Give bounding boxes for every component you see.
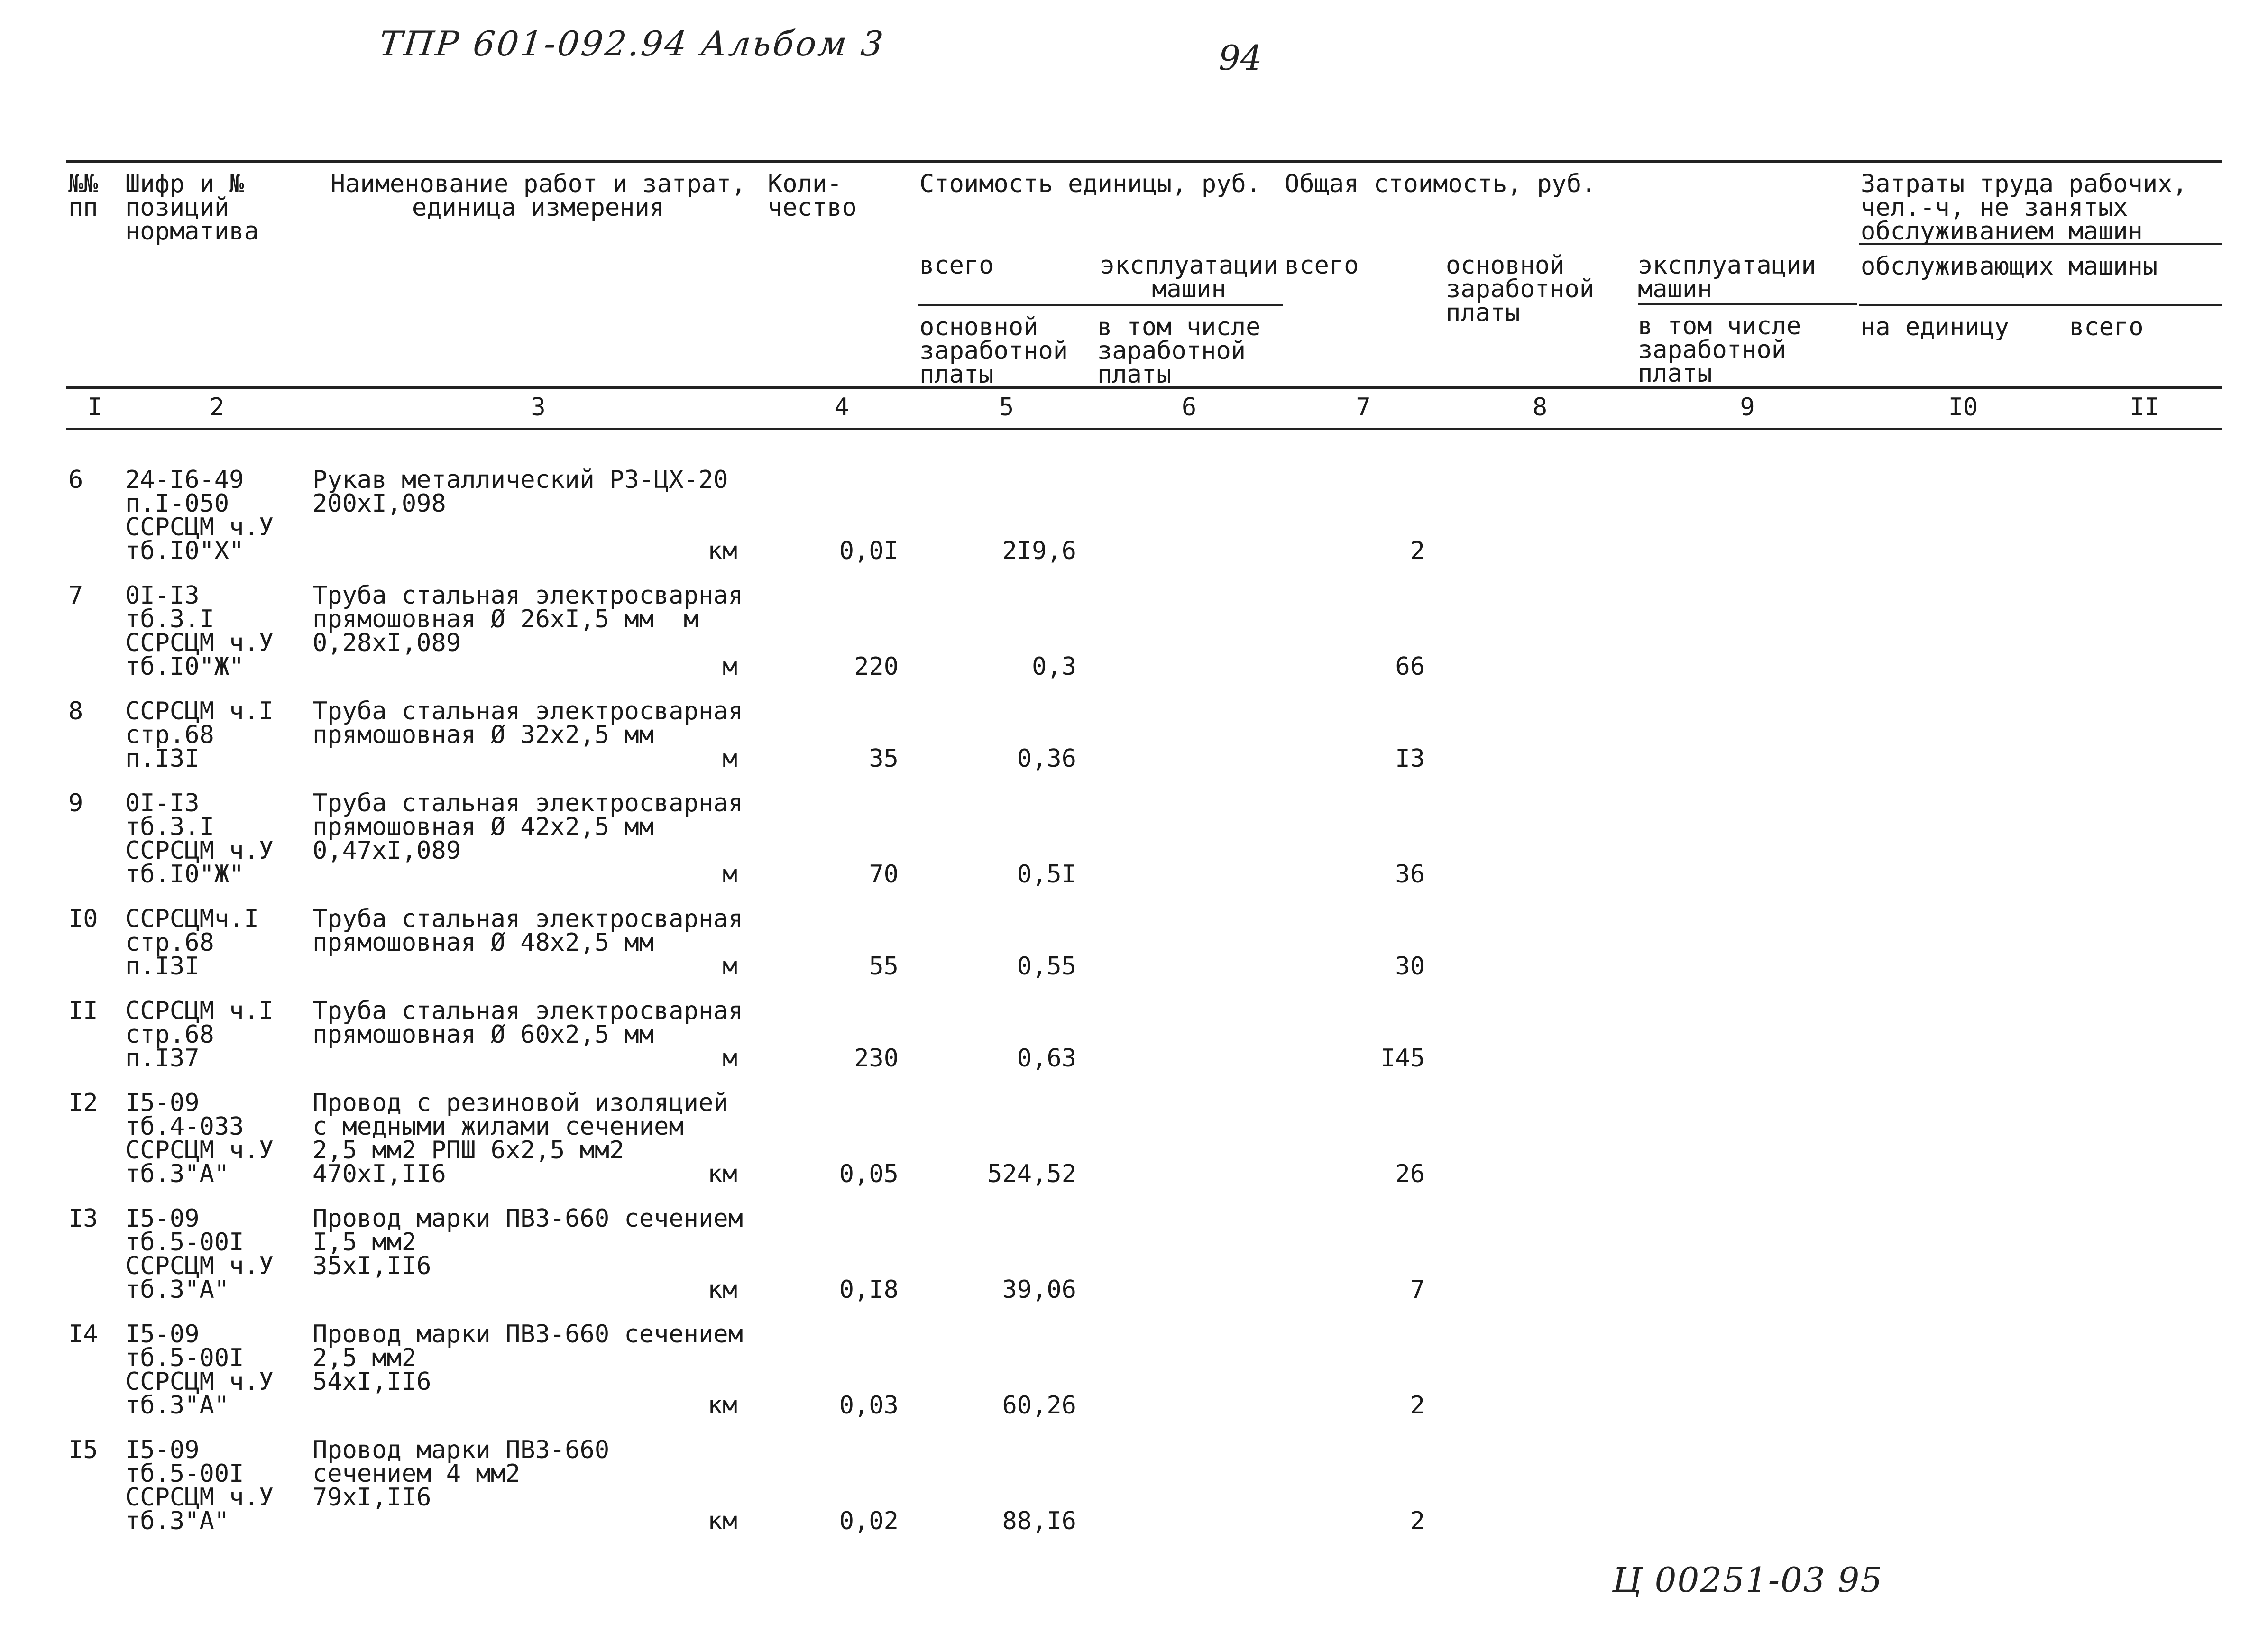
row-labor-per-unit [1859,897,2067,989]
row-unit-machines [1095,458,1283,573]
row-total-machines [1636,1081,1859,1196]
column-number-2: 2 [123,388,311,429]
row-total-base-wage [1444,897,1636,989]
row-total-machines [1636,781,1859,897]
table-row [66,1196,2222,1312]
row-unit-machines [1095,1081,1283,1196]
row-quantity: 230 [854,1044,899,1073]
row-total-base-wage [1444,1196,1636,1312]
handwritten-document-reference: ТПР 601-092.94 Альбом 3 [377,24,887,64]
row-total-base-wage [1444,989,1636,1081]
row-labor-total [2067,1428,2222,1543]
header-labor-per-unit: на единицу [1861,313,2010,341]
row-unit-price: 0,5I [1017,860,1076,889]
row-labor-total [2067,458,2222,573]
header-total-incl-wage: в том числе заработной платы [1638,312,1801,388]
row-unit-price: 0,55 [1017,952,1076,981]
row-total-base-wage [1444,689,1636,781]
row-code: 0I-I3 тб.3.I ССРСЦМ ч.У тб.I0"Ж" [125,789,274,889]
column-number-1: I [66,388,123,429]
header-labor-total: всего [2069,313,2144,341]
row-unit-price: 0,36 [1017,744,1076,773]
row-labor-per-unit [1859,781,2067,897]
row-unit-price: 88,I6 [1002,1506,1076,1535]
row-total: I3 [1395,744,1425,773]
row-unit: км [707,1391,737,1420]
handwritten-archive-code: Ц 00251-03 95 [1612,1560,1883,1600]
row-labor-total [2067,573,2222,689]
row-quantity: 0,I8 [839,1275,899,1304]
row-unit-price: 0,3 [1032,652,1076,681]
row-labor-total [2067,989,2222,1081]
row-total: 30 [1395,952,1425,981]
row-labor-total [2067,1196,2222,1312]
row-name [311,781,766,897]
column-number-9: 9 [1636,388,1859,429]
row-total-base-wage [1444,1312,1636,1428]
column-number-5: 5 [918,388,1095,429]
page-number: 94 [1219,38,1262,78]
row-labor-per-unit [1859,1196,2067,1312]
row-name [311,1312,766,1428]
row-labor-per-unit [1859,573,2067,689]
row-code: I5-09 тб.5-00I ССРСЦМ ч.У тб.3"А" [125,1435,274,1535]
row-name [311,897,766,989]
header-labor: Затраты труда рабочих, чел.-ч, не занятых обслуживанием машин [1859,162,2222,245]
row-labor-total [2067,897,2222,989]
row-total: 26 [1395,1159,1425,1188]
row-number: I4 [68,1320,98,1349]
header-unit-cost: Стоимость единицы, руб. [918,162,1283,245]
row-labor-per-unit [1859,1312,2067,1428]
row-total-base-wage [1444,573,1636,689]
row-name [311,573,766,689]
row-number: I0 [68,904,98,933]
row-labor-per-unit [1859,989,2067,1081]
row-name-text: Труба стальная электросварная прямошовная Ø 32х2,5 мм [312,697,743,749]
row-unit: м [722,860,737,889]
row-name-text: Провод марки ПВЗ-660 сечением 4 мм2 79хI,II6 [312,1435,610,1512]
table-row [66,1312,2222,1428]
row-total-machines [1636,1312,1859,1428]
header-unit-incl-wage: в том числе заработной платы [1097,313,1261,389]
row-total: 7 [1410,1275,1425,1304]
row-unit-machines [1095,1312,1283,1428]
row-total-machines [1636,458,1859,573]
row-unit-machines [1095,1428,1283,1543]
row-code: ССРСЦМ ч.I стр.68 п.I37 [125,996,274,1073]
row-number: 7 [68,581,83,610]
table-row [66,1081,2222,1196]
row-number: I2 [68,1088,98,1117]
row-labor-per-unit [1859,458,2067,573]
header-code: Шифр и № позиций норматива [123,162,311,388]
header-total-base-wage: основной заработной платы [1446,251,1595,327]
estimate-table [66,160,2222,1543]
header-total-all: всего [1285,251,1359,280]
row-total: I45 [1380,1044,1425,1073]
row-labor-per-unit [1859,1081,2067,1196]
row-quantity: 220 [854,652,899,681]
header-unit-base-wage: основной заработной платы [919,313,1068,389]
header-unit-total: всего [918,244,1095,305]
row-name-text: Труба стальная электросварная прямошовная Ø 60х2,5 мм [312,996,743,1049]
row-quantity: 0,05 [839,1159,899,1188]
row-total: 2 [1410,536,1425,565]
column-number-6: 6 [1095,388,1283,429]
row-name-text: Рукав металлический РЗ-ЦХ-20 200хI,098 [312,465,728,518]
column-number-8: 8 [1444,388,1636,429]
table-header [66,162,2222,429]
row-unit-machines [1095,781,1283,897]
row-unit: км [707,1506,737,1535]
table-row [66,1428,2222,1543]
column-number-11: II [2067,388,2222,429]
row-number: I5 [68,1435,98,1464]
row-quantity: 0,0I [839,536,899,565]
row-name [311,1428,766,1543]
row-name [311,1196,766,1312]
row-total-machines [1636,897,1859,989]
row-number: 9 [68,789,83,817]
row-code: 0I-I3 тб.3.I ССРСЦМ ч.У тб.I0"Ж" [125,581,274,681]
row-labor-total [2067,1081,2222,1196]
row-labor-total [2067,689,2222,781]
row-total: 2 [1410,1391,1425,1420]
row-name-text: Провод с резиновой изоляцией с медными жилами сечением 2,5 мм2 РПШ 6х2,5 мм2 470хI,II6 [312,1088,728,1188]
row-unit-price: 39,06 [1002,1275,1076,1304]
table-row [66,458,2222,573]
row-number: II [68,996,98,1025]
row-code: 24-I6-49 п.I-050 ССРСЦМ ч.У тб.I0"Х" [125,465,274,565]
table-row [66,689,2222,781]
table-row [66,897,2222,989]
table-row [66,573,2222,689]
row-code: I5-09 тб.5-00I ССРСЦМ ч.У тб.3"А" [125,1320,274,1420]
row-total-machines [1636,1428,1859,1543]
row-total-machines [1636,573,1859,689]
row-code: I5-09 тб.4-033 ССРСЦМ ч.У тб.3"А" [125,1088,274,1188]
table-body [66,429,2222,1543]
row-code: ССРСЦМ ч.I стр.68 п.I3I [125,697,274,773]
row-quantity: 55 [869,952,899,981]
row-unit-machines [1095,573,1283,689]
header-name: Наименование работ и затрат, единица измерения [311,162,766,388]
row-labor-per-unit [1859,1428,2067,1543]
row-quantity: 0,02 [839,1506,899,1535]
row-name [311,1081,766,1196]
row-unit-machines [1095,1196,1283,1312]
row-labor-total [2067,781,2222,897]
row-name-text: Провод марки ПВЗ-660 сечением 2,5 мм2 54хI,II6 [312,1320,743,1396]
row-unit-price: 524,52 [987,1159,1076,1188]
row-name-text: Труба стальная электросварная прямошовная Ø 26хI,5 мм м 0,28хI,089 [312,581,743,657]
row-name-text: Провод марки ПВЗ-660 сечением I,5 мм2 35хI,II6 [312,1204,743,1280]
header-labor-machines: обслуживающих машины [1859,244,2222,305]
row-total-base-wage [1444,458,1636,573]
header-num: №№ пп [66,162,123,388]
row-unit: м [722,1044,737,1073]
row-name [311,989,766,1081]
header-total-machines-text: эксплуатации машин [1638,254,1857,305]
row-labor-total [2067,1312,2222,1428]
row-quantity: 35 [869,744,899,773]
row-number: 6 [68,465,83,494]
table-row [66,989,2222,1081]
row-unit-machines [1095,897,1283,989]
row-total-machines [1636,1196,1859,1312]
column-number-7: 7 [1283,388,1444,429]
row-unit: км [707,1275,737,1304]
row-total-machines [1636,689,1859,781]
row-total: 2 [1410,1506,1425,1535]
header-unit-machines: эксплуатации машин [1095,244,1283,305]
row-unit-machines [1095,689,1283,781]
header-total-machines [1636,244,1859,305]
column-number-3: 3 [311,388,766,429]
row-unit-price: 2I9,6 [1002,536,1076,565]
column-number-10: I0 [1859,388,2067,429]
header-total-cost: Общая стоимость, руб. [1283,162,1859,245]
row-name-text: Труба стальная электросварная прямошовная Ø 42х2,5 мм 0,47хI,089 [312,789,743,865]
row-quantity: 70 [869,860,899,889]
row-unit: км [707,1159,737,1188]
row-total-base-wage [1444,1081,1636,1196]
row-unit: м [722,652,737,681]
row-code: I5-09 тб.5-00I ССРСЦМ ч.У тб.3"А" [125,1204,274,1304]
table-row [66,781,2222,897]
row-total: 66 [1395,652,1425,681]
header-qty: Коли- чество [766,162,918,388]
row-code: ССРСЦМч.I стр.68 п.I3I [125,904,259,981]
row-unit-price: 0,63 [1017,1044,1076,1073]
row-name-text: Труба стальная электросварная прямошовная Ø 48х2,5 мм [312,904,743,957]
row-number: I3 [68,1204,98,1233]
row-labor-per-unit [1859,689,2067,781]
row-unit: км [707,536,737,565]
row-total-machines [1636,989,1859,1081]
column-number-4: 4 [766,388,918,429]
row-name [311,689,766,781]
row-unit-price: 60,26 [1002,1391,1076,1420]
row-number: 8 [68,697,83,725]
row-unit: м [722,952,737,981]
row-unit-machines [1095,989,1283,1081]
row-unit: м [722,744,737,773]
row-total-base-wage [1444,1428,1636,1543]
row-total-base-wage [1444,781,1636,897]
row-total: 36 [1395,860,1425,889]
row-name [311,458,766,573]
row-quantity: 0,03 [839,1391,899,1420]
